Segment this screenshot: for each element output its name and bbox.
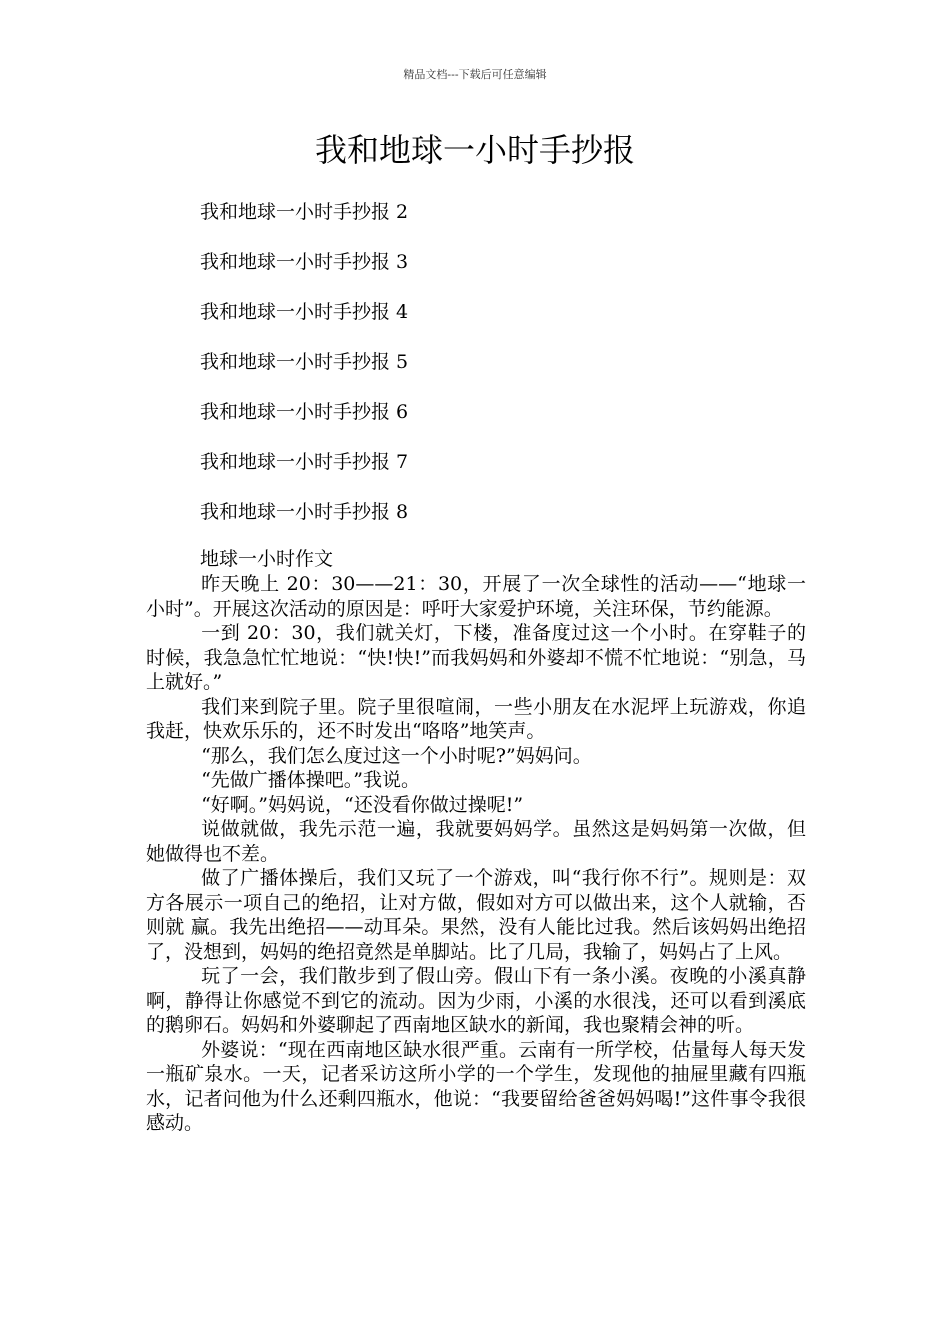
essay-title: 地球一小时作文 <box>200 548 334 570</box>
toc-item: 我和地球一小时手抄报 3 <box>200 251 409 273</box>
toc-item: 我和地球一小时手抄报 2 <box>200 201 409 223</box>
header-note: 精品文档---下载后可任意编辑 <box>403 68 547 81</box>
essay-paragraph: 外婆说：“现在西南地区缺水很严重。云南有一所学校，估量每人每天发一瓶矿泉水。一天，记者采访这所小学的一个学生，发现他的抽屉里藏有四瓶水，记者问他为什么还剩四瓶水，他说：“我要留给爸爸妈妈喝!”这件事令我很感动。 <box>146 1038 806 1134</box>
essay-paragraph: 我们来到院子里。院子里很喧闹，一些小朋友在水泥坪上玩游戏，你追我赶，快欢乐乐的，还不时发出“咯咯”地笑声。 <box>146 695 806 742</box>
essay-paragraph: 做了广播体操后，我们又玩了一个游戏，叫“我行你不行”。规则是：双方各展示一项自己的绝招，让对方做，假如对方可以做出来，这个人就输，否则就 赢。我先出绝招——动耳朵。果然，没有人能比过我。然后该妈妈出绝招了，没想到，妈妈的绝招竟然是单脚站。比了几局，我输了，妈妈占了上风。 <box>146 867 806 963</box>
essay-paragraph: “先做广播体操吧。”我说。 <box>201 769 421 791</box>
essay-paragraph: “那么，我们怎么度过这一个小时呢?”妈妈问。 <box>201 744 592 767</box>
document-title: 我和地球一小时手抄报 <box>314 131 635 169</box>
toc-item: 我和地球一小时手抄报 4 <box>200 301 409 323</box>
essay-paragraph: 玩了一会，我们散步到了假山旁。假山下有一条小溪。夜晚的小溪真静啊，静得让你感觉不到它的流动。因为少雨，小溪的水很浅，还可以看到溪底的鹅卵石。妈妈和外婆聊起了西南地区缺水的新闻，我也聚精会神的听。 <box>146 965 806 1036</box>
essay-body <box>146 572 806 1136</box>
essay-paragraph: 一到 20：30，我们就关灯，下楼，准备度过这一个小时。在穿鞋子的时候，我急急忙忙地说：“快!快!”而我妈妈和外婆却不慌不忙地说：“别急，马上就好。” <box>146 622 806 693</box>
essay-paragraph: 说做就做，我先示范一遍，我就要妈妈学。虽然这是妈妈第一次做，但她做得也不差。 <box>146 818 806 865</box>
table-of-contents <box>200 198 408 548</box>
toc-item: 我和地球一小时手抄报 8 <box>200 501 409 523</box>
essay-paragraph: “好啊。”妈妈说，“还没看你做过操呢!” <box>201 793 524 816</box>
toc-item: 我和地球一小时手抄报 6 <box>200 401 409 423</box>
toc-item: 我和地球一小时手抄报 5 <box>200 351 409 373</box>
essay-paragraph: 昨天晚上 20：30——21：30，开展了一次全球性的活动——“地球一小时”。开展这次活动的原因是：呼吁大家爱护环境，关注环保，节约能源。 <box>146 573 806 620</box>
toc-item: 我和地球一小时手抄报 7 <box>200 451 409 473</box>
